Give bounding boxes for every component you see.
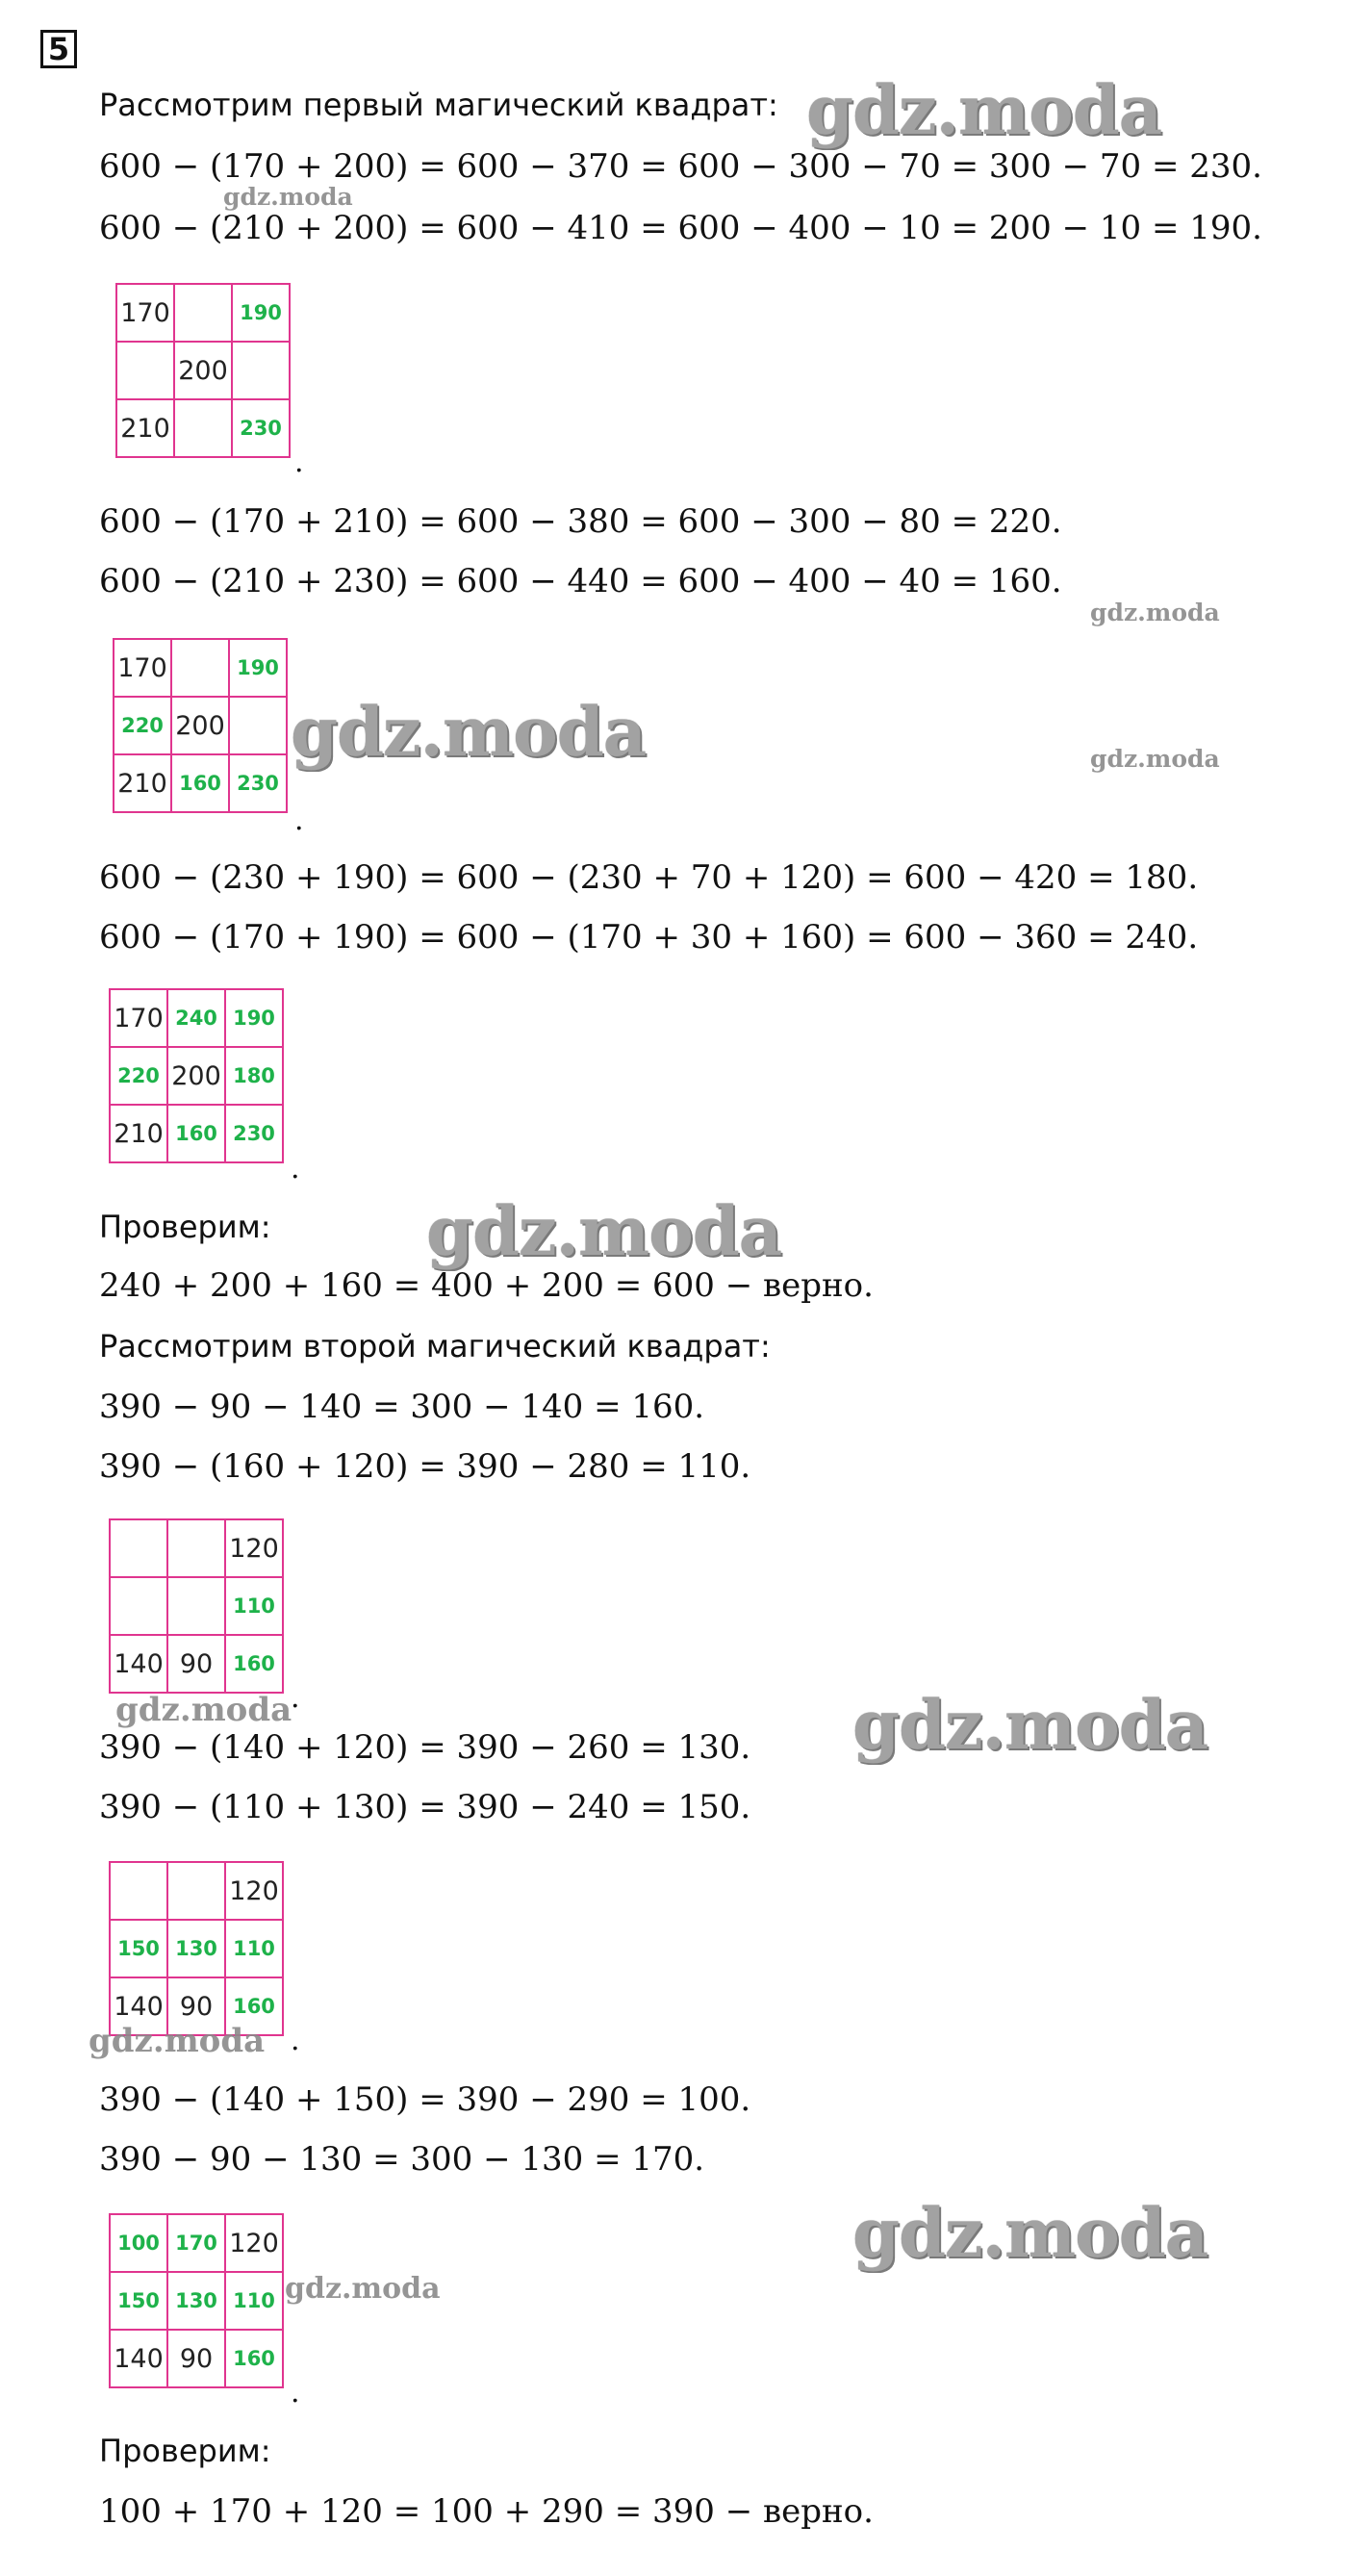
equation-line: 600 − (210 + 230) = 600 − 440 = 600 − 400 − 40 = 160. bbox=[99, 562, 1062, 600]
equation-line: 390 − (140 + 120) = 390 − 260 = 130. bbox=[99, 1728, 751, 1767]
magic-square-cell: 110 bbox=[226, 1578, 284, 1636]
text-line: Рассмотрим второй магический квадрат: bbox=[99, 1328, 771, 1365]
equation-line: 390 − 90 − 130 = 300 − 130 = 170. bbox=[99, 2140, 705, 2179]
equation-line: 100 + 170 + 120 = 100 + 290 = 390 − верно. bbox=[99, 2492, 874, 2531]
watermark: gdz.moda bbox=[1090, 745, 1220, 773]
magic-square-cell bbox=[111, 1863, 168, 1921]
magic-square-cell: 150 bbox=[111, 2273, 168, 2331]
magic-square-cell: 180 bbox=[226, 1048, 284, 1106]
watermark: gdz.moda bbox=[89, 2022, 266, 2060]
magic-square-cell: 190 bbox=[226, 990, 284, 1048]
magic-square-cell: 150 bbox=[111, 1921, 168, 1978]
magic-square-cell bbox=[111, 1520, 168, 1578]
magic-square-cell: 220 bbox=[111, 1048, 168, 1106]
task-number-badge: 5 bbox=[40, 30, 77, 68]
magic-square bbox=[109, 1861, 284, 2036]
watermark: gdz.moda bbox=[291, 692, 647, 772]
watermark: gdz.moda bbox=[806, 70, 1162, 150]
equation-line: 390 − (140 + 150) = 390 − 290 = 100. bbox=[99, 2080, 751, 2119]
period-mark: . bbox=[291, 2376, 300, 2410]
magic-square-cell: 140 bbox=[111, 1636, 168, 1694]
period-mark: . bbox=[291, 1152, 300, 1186]
magic-square-cell bbox=[168, 1578, 226, 1636]
magic-square-cell: 200 bbox=[175, 343, 233, 400]
watermark: gdz.moda bbox=[285, 2272, 441, 2306]
magic-square-cell: 100 bbox=[111, 2215, 168, 2273]
magic-square-cell: 170 bbox=[117, 285, 175, 343]
magic-square bbox=[109, 988, 284, 1163]
magic-square-cell: 170 bbox=[111, 990, 168, 1048]
magic-square-cell: 200 bbox=[172, 698, 230, 755]
magic-square-cell: 220 bbox=[114, 698, 172, 755]
magic-square-cell bbox=[111, 1578, 168, 1636]
magic-square-cell: 230 bbox=[230, 755, 288, 813]
magic-square-cell bbox=[172, 640, 230, 698]
watermark: gdz.moda bbox=[115, 1691, 292, 1729]
magic-square-cell: 210 bbox=[111, 1106, 168, 1163]
period-mark: . bbox=[294, 446, 304, 479]
magic-square-cell: 230 bbox=[233, 400, 291, 458]
period-mark: . bbox=[294, 803, 304, 837]
magic-square-cell: 200 bbox=[168, 1048, 226, 1106]
magic-square-cell: 110 bbox=[226, 1921, 284, 1978]
magic-square-cell bbox=[175, 400, 233, 458]
text-line: Проверим: bbox=[99, 2433, 271, 2469]
period-mark: . bbox=[291, 2024, 300, 2057]
text-line: Рассмотрим первый магический квадрат: bbox=[99, 87, 778, 123]
magic-square-cell: 240 bbox=[168, 990, 226, 1048]
magic-square-cell: 160 bbox=[226, 2331, 284, 2388]
equation-line: 390 − 90 − 140 = 300 − 140 = 160. bbox=[99, 1388, 705, 1426]
equation-line: 600 − (210 + 200) = 600 − 410 = 600 − 400 − 10 = 200 − 10 = 190. bbox=[99, 209, 1262, 247]
magic-square-cell: 130 bbox=[168, 2273, 226, 2331]
magic-square-cell: 120 bbox=[226, 1520, 284, 1578]
watermark: gdz.moda bbox=[426, 1191, 782, 1271]
equation-line: 390 − (110 + 130) = 390 − 240 = 150. bbox=[99, 1788, 751, 1826]
watermark: gdz.moda bbox=[852, 1685, 1208, 1765]
magic-square-cell: 160 bbox=[226, 1636, 284, 1694]
equation-line: 600 − (170 + 190) = 600 − (170 + 30 + 160) = 600 − 360 = 240. bbox=[99, 918, 1199, 956]
equation-line: 390 − (160 + 120) = 390 − 280 = 110. bbox=[99, 1447, 751, 1486]
magic-square bbox=[113, 638, 288, 813]
magic-square-cell: 230 bbox=[226, 1106, 284, 1163]
watermark: gdz.moda bbox=[1090, 599, 1220, 626]
magic-square-cell: 190 bbox=[230, 640, 288, 698]
magic-square-cell bbox=[117, 343, 175, 400]
equation-line: 600 − (230 + 190) = 600 − (230 + 70 + 120) = 600 − 420 = 180. bbox=[99, 858, 1199, 897]
magic-square-cell: 210 bbox=[114, 755, 172, 813]
period-mark: . bbox=[291, 1681, 300, 1715]
magic-square-cell: 170 bbox=[114, 640, 172, 698]
magic-square-cell: 90 bbox=[168, 2331, 226, 2388]
equation-line: 600 − (170 + 200) = 600 − 370 = 600 − 300 − 70 = 300 − 70 = 230. bbox=[99, 147, 1262, 186]
magic-square-cell bbox=[230, 698, 288, 755]
equation-line: 240 + 200 + 160 = 400 + 200 = 600 − верно. bbox=[99, 1266, 874, 1305]
magic-square-cell: 210 bbox=[117, 400, 175, 458]
watermark: gdz.moda bbox=[852, 2193, 1208, 2273]
magic-square-cell: 90 bbox=[168, 1978, 226, 2036]
magic-square-cell: 190 bbox=[233, 285, 291, 343]
magic-square-cell: 140 bbox=[111, 1978, 168, 2036]
magic-square-cell: 160 bbox=[226, 1978, 284, 2036]
magic-square-cell: 110 bbox=[226, 2273, 284, 2331]
magic-square-cell: 140 bbox=[111, 2331, 168, 2388]
magic-square-cell: 120 bbox=[226, 2215, 284, 2273]
magic-square-cell bbox=[168, 1863, 226, 1921]
magic-square-cell bbox=[168, 1520, 226, 1578]
magic-square-cell: 160 bbox=[168, 1106, 226, 1163]
text-line: Проверим: bbox=[99, 1209, 271, 1245]
magic-square bbox=[109, 2213, 284, 2388]
magic-square-cell: 130 bbox=[168, 1921, 226, 1978]
magic-square-cell bbox=[175, 285, 233, 343]
magic-square-cell: 120 bbox=[226, 1863, 284, 1921]
magic-square-cell bbox=[233, 343, 291, 400]
magic-square bbox=[109, 1518, 284, 1694]
magic-square-cell: 170 bbox=[168, 2215, 226, 2273]
watermark: gdz.moda bbox=[223, 183, 353, 211]
magic-square bbox=[115, 283, 291, 458]
equation-line: 600 − (170 + 210) = 600 − 380 = 600 − 300 − 80 = 220. bbox=[99, 502, 1062, 541]
magic-square-cell: 90 bbox=[168, 1636, 226, 1694]
magic-square-cell: 160 bbox=[172, 755, 230, 813]
